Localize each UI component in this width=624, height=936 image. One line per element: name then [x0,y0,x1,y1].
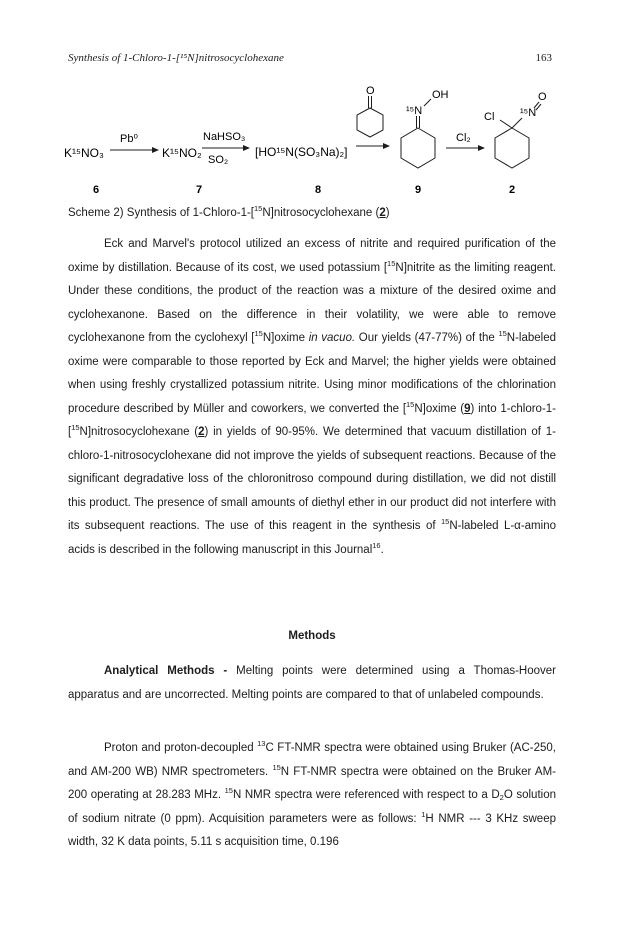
caption-compound: 2 [379,207,386,219]
ho15n-intermediate-label: [HO¹⁵N(SO₃Na)₂] [255,145,348,159]
compound-number-6: 6 [93,184,100,196]
paragraph-analytical-methods [68,660,556,707]
compound-number-2: 2 [509,184,516,196]
k15no2-label: K¹⁵NO₂ [162,146,202,160]
p1-sup: 16 [372,540,381,550]
p1-text: N]nitrite as the limiting reagent. Under these conditions, the product of the reaction was a mixture of the desired oxime and cyclohexanone. Based on the difference in their volatility, we were able to remove cyclohexanone from the cyclohexyl [ [68,261,556,344]
product-oxygen-label: O [538,91,547,103]
running-title: Synthesis of 1-Chloro-1-[¹⁵N]nitrosocyclohexane [68,52,284,64]
p1-italic: in vacuo. [308,332,356,344]
p3-sup: 13 [257,739,266,748]
p1-sup: 15 [71,423,80,432]
p1-sup: 15 [406,399,415,409]
p3-sub: 2 [499,793,504,802]
product-chlorine-label: Cl [484,111,495,123]
reaction-scheme [60,84,560,208]
p2-text: Melting points were determined using a Thomas-Hoover apparatus and are uncorrected. Melting points are compared to that of unlabeled compounds. [68,665,556,701]
p1-text: N-labeled L-α-amino acids is described in the following manuscript in this Journal [68,520,556,556]
p1-sup: 15 [498,329,507,338]
caption-text-2: N]nitrosocyclohexane ( [262,207,380,219]
product-nitrogen-label: ¹⁵N [520,107,537,119]
p3-text: O solution of sodium nitrate (0 ppm). Acquisition parameters were as follows: [68,789,556,825]
compound-ref-9: 9 [464,402,471,415]
k15no3-label: K¹⁵NO₃ [64,146,104,160]
p3-text: Proton and proton-decoupled [104,742,258,754]
arrow-step2-head [243,145,250,151]
p1-text: Eck and Marvel's protocol utilized an excess of nitrite and required purification of the oxime by distillation. Because of its cost, we used potassium [ [68,238,556,274]
p3-text: N FT-NMR spectra were obtained on the Bruker AM-200 operating at 28.283 MHz. [68,765,556,801]
arrow-step3-head [383,143,390,149]
caption-sup: 15 [254,204,263,213]
cl2-reagent-label: Cl₂ [456,132,471,144]
compound-ref-2: 2 [198,426,205,438]
p1-text: . [380,543,384,556]
p3-sup: 15 [224,786,233,795]
p1-sup: 15 [440,517,450,526]
p3-text: C FT-NMR spectra were obtained using Bruker (AC-250, and AM-200 WB) NMR spectrometers. [68,742,556,778]
oxime-hydroxyl-label: OH [432,89,449,101]
p1-sup: 15 [254,329,263,338]
p1-text: N]nitrosocyclohexane ( [79,426,199,438]
caption-text-3: ) [385,207,390,219]
scheme-caption [68,204,568,219]
methods-heading: Methods [288,630,336,642]
paragraph-discussion [68,233,556,562]
pb-reagent-label: Pb⁰ [120,133,138,145]
paragraph-nmr [68,737,556,855]
nahso3-reagent-label: NaHSO₃ [203,131,246,143]
p3-text: H NMR --- 3 KHz sweep width, 32 K data points, 5.11 s acquisition time, 0.196 [68,812,556,848]
arrow-step4-head [478,145,485,151]
arrow-step1-head [152,147,159,153]
compound-number-7: 7 [196,184,203,196]
p1-sup: 15 [387,258,396,268]
cyclohexanone-structure [357,96,383,137]
p3-sup: 1 [421,809,426,819]
p1-text: N]oxime ( [414,402,465,415]
run-in-heading: Analytical Methods - [104,665,228,677]
compound-number-9: 9 [415,184,422,196]
running-header [68,52,552,64]
caption-text-1: Scheme 2) Synthesis of 1-Chloro-1-[ [68,207,254,219]
oxime-nitrogen-label: ¹⁵N [406,105,423,117]
p3-text: N NMR spectra were referenced with respect to a D [232,789,500,801]
page-number: 163 [535,52,552,64]
p1-text: N-labeled oxime were comparable to those reported by Eck and Marvel; the higher yields were obtained when using freshly crystallized potassium nitrite. Using minor modifications of the chlorination procedure described by Müller and coworkers, we converted the [ [68,332,557,415]
compound-number-8: 8 [315,184,322,196]
p1-text: Our yields (47-77%) of the [355,332,499,344]
p1-text: ) in yields of 90-95%. We determined that vacuum distillation of 1-chloro-1-nitrosocyclohexane did not improve the yields of subsequent reactions. Because of the significant degradative loss of the chloronitroso compound during distillation, we did not distill this product. The presence of small amounts of diethyl ether in our product did not interfere with its subsequent reactions. The use of this reagent in the synthesis of [68,426,556,532]
ketone-oxygen-label: O [366,85,375,97]
p1-text: ) into 1-chloro-1-[ [68,402,557,438]
p1-text: N]oxime [262,332,309,344]
p3-sup: 15 [272,762,281,772]
so2-reagent-label: SO₂ [208,154,229,166]
